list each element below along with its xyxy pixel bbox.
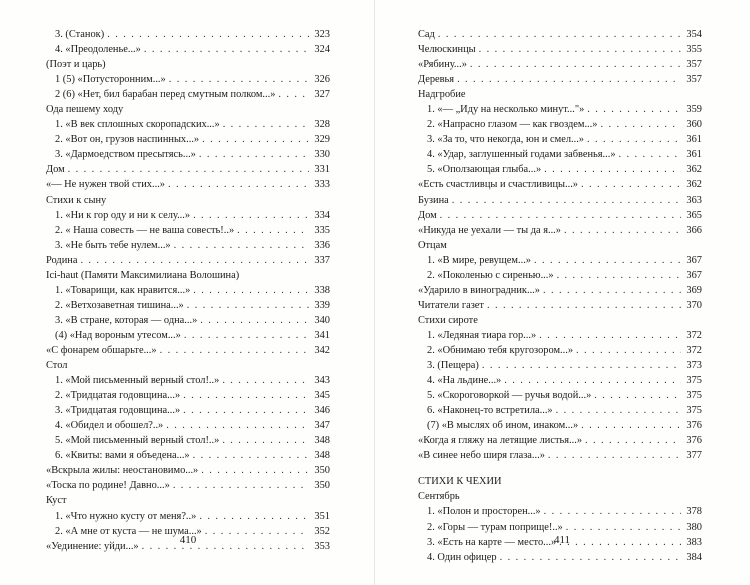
dot-leader	[594, 388, 681, 403]
toc-entry-page: 350	[314, 465, 330, 477]
toc-entry	[46, 177, 330, 192]
toc-entry-title: «Никуда не уехали — ты да я...»	[418, 224, 561, 236]
toc-entry-page: 361	[686, 134, 702, 146]
dot-leader	[193, 208, 309, 223]
toc-entry-page: 351	[314, 510, 330, 522]
toc-entry-page: 384	[686, 551, 702, 563]
toc-entry-page: 341	[314, 329, 330, 341]
toc-entry-title: 4. «Удар, заглушенный годами забвенья...»	[427, 149, 616, 161]
toc-entry-title: 2. «Тридцатая годовщина...»	[55, 390, 181, 402]
toc-entry-page: 324	[314, 44, 330, 56]
toc-entry-title: 3. «Дармоедством пресытясь...»	[55, 149, 196, 161]
toc-entry-page: 327	[314, 89, 330, 101]
dot-leader	[193, 448, 309, 463]
toc-entry-page: 352	[314, 525, 330, 537]
toc-entry-title: Ici-haut (Памяти Максимилиана Волошина)	[46, 269, 240, 281]
toc-entry-page: 334	[314, 209, 330, 221]
toc-entry-page: 348	[314, 435, 330, 447]
toc-section-heading	[418, 238, 702, 253]
toc-entry-page: 375	[686, 405, 702, 417]
dot-leader	[205, 524, 309, 539]
toc-entry-page: 370	[686, 299, 702, 311]
dot-leader	[438, 27, 681, 42]
dot-leader	[183, 388, 309, 403]
toc-entry	[418, 343, 702, 358]
dot-leader	[144, 42, 309, 57]
toc-entry	[46, 328, 330, 343]
toc-entry	[418, 208, 702, 223]
toc-entry-page: 330	[314, 149, 330, 161]
toc-entry	[46, 373, 330, 388]
toc-entry-title: Сад	[418, 29, 435, 40]
dot-leader	[457, 72, 681, 87]
toc-entry	[46, 313, 330, 328]
toc-entry-title: 3. «Тридцатая годовщина...»	[55, 405, 181, 417]
dot-leader	[544, 162, 681, 177]
toc-entry-title: 2 (6) «Нет, бил барабан перед смутным полком...»	[55, 89, 276, 101]
toc-entry-title: 4. «Преодоленье...»	[55, 44, 141, 56]
toc-entry-title: Отцам	[418, 239, 447, 251]
toc-entry-page: 331	[314, 164, 330, 176]
toc-entry-title: 5. «Оползающая глыба...»	[427, 164, 542, 176]
toc-entry	[46, 42, 330, 57]
toc-entry-page: 367	[686, 254, 702, 266]
toc-list	[46, 27, 330, 554]
toc-entry-title: Сентябрь	[418, 491, 460, 503]
toc-entry-title: «Ударило в виноградник...»	[418, 284, 540, 296]
dot-leader	[183, 403, 309, 418]
toc-entry	[418, 72, 702, 87]
toc-entry-page: 377	[686, 450, 702, 462]
dot-leader	[223, 117, 309, 132]
toc-entry-page: 337	[314, 254, 330, 266]
dot-leader	[160, 343, 309, 358]
toc-entry-title: «Есть счастливцы и счастливицы...»	[418, 179, 578, 191]
toc-entry	[418, 147, 702, 162]
toc-entry-page: 369	[686, 284, 702, 296]
toc-entry-page: 335	[314, 224, 330, 236]
toc-entry-page: 362	[686, 179, 702, 191]
toc-entry-title: 1. «В век сплошных скоропадских...»	[55, 119, 220, 131]
dot-leader	[202, 132, 309, 147]
dot-leader	[169, 72, 309, 87]
dot-leader	[222, 373, 309, 388]
toc-entry-title: Дом	[418, 209, 437, 221]
dot-leader	[556, 403, 681, 418]
toc-entry-page: 366	[686, 224, 702, 236]
toc-entry-page: 345	[314, 390, 330, 402]
toc-entry	[418, 504, 702, 519]
toc-entry-title: 4. «Обидел и обошел?..»	[55, 420, 164, 432]
toc-entry-page: 336	[314, 239, 330, 251]
toc-entry	[46, 509, 330, 524]
dot-leader	[80, 253, 309, 268]
dot-leader	[482, 358, 681, 373]
toc-entry	[418, 268, 702, 283]
dot-leader	[237, 223, 309, 238]
toc-entry-title: 6. «Квиты: вами я объедена...»	[55, 450, 190, 462]
toc-entry	[418, 253, 702, 268]
toc-entry-page: 338	[314, 284, 330, 296]
toc-entry-title: 3. «Не быть тебе нулем...»	[55, 239, 171, 251]
toc-entry-title: 1. «— „Иду на несколько минут..."»	[427, 104, 585, 116]
toc-entry	[46, 72, 330, 87]
toc-entry	[418, 520, 702, 535]
toc-entry-title: 6. «Наконец-то встретила...»	[427, 405, 553, 417]
toc-entry	[46, 403, 330, 418]
dot-leader	[199, 509, 309, 524]
toc-section-heading	[46, 57, 330, 72]
toc-entry-title: 1. «Мой письменный верный стол!..»	[55, 375, 220, 387]
toc-entry-title: 3. (Пещера)	[427, 360, 479, 372]
toc-entry-title: «Рябину...»	[418, 59, 467, 71]
toc-entry-title: 1. «Что нужно кусту от меня?..»	[55, 510, 197, 522]
dot-leader	[184, 328, 309, 343]
dot-leader	[600, 117, 681, 132]
dot-leader	[504, 373, 681, 388]
dot-leader	[576, 343, 681, 358]
toc-entry-title: Деревья	[418, 74, 455, 86]
toc-entry	[418, 388, 702, 403]
dot-leader	[452, 193, 681, 208]
toc-entry-title: 3. «Есть на карте — место...»	[427, 536, 557, 548]
toc-entry	[418, 418, 702, 433]
toc-section-heading	[46, 358, 330, 373]
dot-leader	[500, 550, 681, 565]
dot-leader	[278, 87, 309, 102]
toc-entry-title: 2. « Наша совесть — не ваша совесть!..»	[55, 224, 235, 236]
toc-entry-page: 365	[686, 209, 702, 221]
toc-section-heading	[46, 102, 330, 117]
toc-entry-page: 328	[314, 119, 330, 131]
dot-leader	[479, 42, 681, 57]
toc-entry-title: «Когда я гляжу на летящие листья...»	[418, 435, 583, 447]
toc-entry	[46, 433, 330, 448]
dot-leader	[534, 253, 681, 268]
toc-entry-title: Стол	[46, 360, 68, 372]
toc-entry-title: 1. «Ни к гор оду и ни к селу...»	[55, 209, 191, 221]
toc-entry-title: Стихи сироте	[418, 314, 478, 326]
dot-leader	[222, 433, 309, 448]
toc-entry	[46, 117, 330, 132]
toc-section-heading	[418, 474, 702, 489]
toc-entry-page: 373	[686, 360, 702, 372]
toc-entry	[418, 117, 702, 132]
toc-entry-title: 3. (Станок)	[55, 29, 105, 40]
right-page	[375, 0, 750, 585]
toc-entry-title: Дом	[46, 164, 65, 176]
toc-entry-title: 3. «В стране, которая — одна...»	[55, 314, 198, 326]
toc-entry-title: 4. «На льдине...»	[427, 375, 502, 387]
toc-entry	[418, 448, 702, 463]
toc-entry-page: 363	[686, 194, 702, 206]
dot-leader	[581, 418, 681, 433]
dot-leader	[107, 27, 309, 42]
toc-entry-page: 378	[686, 506, 702, 518]
dot-leader	[619, 147, 681, 162]
dot-leader	[193, 283, 309, 298]
toc-entry	[46, 298, 330, 313]
toc-entry	[46, 343, 330, 358]
toc-entry-title: 2. «Поколенью с сиренью...»	[427, 269, 554, 281]
toc-entry	[418, 42, 702, 57]
toc-section-heading	[418, 313, 702, 328]
toc-entry-title: Читатели газет	[418, 299, 484, 311]
toc-entry-page: 360	[686, 119, 702, 131]
toc-entry-page: 326	[314, 74, 330, 86]
toc-entry-page: 367	[686, 269, 702, 281]
toc-entry	[46, 463, 330, 478]
dot-leader	[548, 448, 681, 463]
dot-leader	[557, 268, 681, 283]
toc-entry	[46, 418, 330, 433]
toc-entry	[418, 162, 702, 177]
toc-entry-title: СТИХИ К ЧЕХИИ	[418, 476, 502, 488]
dot-leader	[440, 208, 681, 223]
dot-leader	[470, 57, 681, 72]
toc-entry	[46, 448, 330, 463]
toc-entry	[418, 298, 702, 313]
toc-entry-page: 362	[686, 164, 702, 176]
toc-entry-title: 2. «Обнимаю тебя кругозором...»	[427, 344, 574, 356]
toc-entry-title: Родина	[46, 254, 78, 266]
toc-entry	[46, 388, 330, 403]
toc-entry-title: «Уединение: уйди...»	[46, 540, 139, 552]
toc-entry-title: 1 (5) «Потусторонним...»	[55, 74, 166, 86]
toc-entry-title: Надгробие	[418, 89, 466, 101]
toc-entry-page: 343	[314, 375, 330, 387]
dot-leader	[173, 478, 309, 493]
toc-entry	[418, 27, 702, 42]
toc-entry	[418, 373, 702, 388]
toc-entry-title: 3. «За то, что некогда, юн и смел...»	[427, 134, 584, 146]
toc-entry-title: 2. «Ветхозаветная тишина...»	[55, 299, 184, 311]
toc-entry-page: 353	[314, 540, 330, 552]
toc-entry-page: 372	[686, 344, 702, 356]
toc-entry-title: 5. «Мой письменный верный стол!..»	[55, 435, 220, 447]
toc-entry-page: 350	[314, 480, 330, 492]
toc-entry	[46, 223, 330, 238]
toc-entry-page: 372	[686, 329, 702, 341]
page-number: 411	[553, 534, 571, 546]
toc-entry	[418, 283, 702, 298]
toc-entry-title: 2. «А мне от куста — не шума...»	[55, 525, 202, 537]
toc-entry	[46, 162, 330, 177]
dot-leader	[201, 463, 309, 478]
dot-leader	[487, 298, 681, 313]
toc-entry-title: Бузина	[418, 194, 449, 206]
toc-entry-title: Куст	[46, 495, 67, 507]
dot-leader	[566, 520, 681, 535]
toc-entry-page: 333	[314, 179, 330, 191]
toc-entry-title: «Тоска по родине! Давно...»	[46, 480, 170, 492]
toc-entry	[418, 358, 702, 373]
toc-entry	[418, 132, 702, 147]
toc-entry	[418, 223, 702, 238]
toc-entry-page: 380	[686, 521, 702, 533]
toc-entry-page: 383	[686, 536, 702, 548]
dot-leader	[200, 313, 309, 328]
toc-entry	[46, 132, 330, 147]
toc-entry-title: «В синее небо ширя глаза...»	[418, 450, 545, 462]
toc-section-heading	[46, 268, 330, 283]
toc-entry-title: 1. «Товарищи, как нравится...»	[55, 284, 191, 296]
toc-entry-page: 339	[314, 299, 330, 311]
toc-entry-page: 376	[686, 435, 702, 447]
toc-section-heading	[46, 493, 330, 508]
toc-entry-title: Стихи к сыну	[46, 194, 107, 206]
toc-entry-page: 348	[314, 450, 330, 462]
toc-entry-title: 2. «Горы — турам поприще!..»	[427, 521, 563, 533]
toc-entry-title: 4. Один офицер	[427, 551, 497, 563]
toc-entry-title: 2. «Вот он, грузов наспинных...»	[55, 134, 200, 146]
dot-leader	[168, 177, 309, 192]
dot-leader	[68, 162, 309, 177]
toc-entry	[46, 478, 330, 493]
toc-section-heading	[46, 193, 330, 208]
toc-entry-page: 354	[686, 29, 702, 40]
toc-entry-title: «— Не нужен твой стих...»	[46, 179, 165, 191]
toc-entry-page: 342	[314, 344, 330, 356]
toc-entry	[418, 550, 702, 565]
toc-entry	[418, 102, 702, 117]
toc-entry-title: (Поэт и царь)	[46, 59, 106, 71]
toc-entry-title: (4) «Над вороным утесом...»	[55, 329, 181, 341]
toc-entry	[418, 403, 702, 418]
toc-entry-page: 359	[686, 104, 702, 116]
toc-entry-title: 2. «Напрасно глазом — как гвоздем...»	[427, 119, 598, 131]
toc-section-heading	[418, 87, 702, 102]
toc-entry-title: 5. «Скороговоркой — ручья водой...»	[427, 390, 592, 402]
toc-entry-page: 329	[314, 134, 330, 146]
dot-leader	[587, 102, 681, 117]
toc-entry	[46, 208, 330, 223]
dot-leader	[539, 328, 681, 343]
dot-leader	[174, 238, 309, 253]
page-number: 410	[179, 534, 197, 546]
toc-entry	[46, 147, 330, 162]
toc-entry-title: Ода пешему ходу	[46, 104, 124, 116]
toc-entry	[418, 433, 702, 448]
toc-entry-title: 1. «В мире, ревущем...»	[427, 254, 531, 266]
dot-leader	[187, 298, 309, 313]
toc-entry-page: 355	[686, 44, 702, 56]
toc-entry	[418, 328, 702, 343]
toc-entry-page: 375	[686, 375, 702, 387]
dot-leader	[199, 147, 309, 162]
toc-entry-title: 1. «Ледяная тиара гор...»	[427, 329, 537, 341]
toc-entry-title: (7) «В мыслях об ином, инаком...»	[427, 420, 579, 432]
dot-leader	[543, 283, 681, 298]
toc-entry-page: 376	[686, 420, 702, 432]
toc-entry-title: Челюскинцы	[418, 44, 476, 56]
toc-entry	[46, 238, 330, 253]
toc-entry-page: 347	[314, 420, 330, 432]
toc-entry-page: 357	[686, 59, 702, 71]
dot-leader	[166, 418, 309, 433]
dot-leader	[587, 132, 681, 147]
toc-entry	[46, 87, 330, 102]
toc-entry	[46, 283, 330, 298]
dot-leader	[581, 177, 681, 192]
dot-leader	[564, 223, 681, 238]
toc-entry-page: 323	[314, 29, 330, 40]
toc-entry-title: «Вскрыла жилы: неостановимо...»	[46, 465, 199, 477]
toc-entry-page: 346	[314, 405, 330, 417]
toc-entry	[418, 57, 702, 72]
toc-entry-page: 361	[686, 149, 702, 161]
toc-entry-page: 340	[314, 314, 330, 326]
toc-entry	[418, 193, 702, 208]
toc-entry	[418, 177, 702, 192]
toc-entry-page: 357	[686, 74, 702, 86]
toc-entry-page: 375	[686, 390, 702, 402]
dot-leader	[544, 504, 681, 519]
toc-entry-title: 1. «Полон и просторен...»	[427, 506, 541, 518]
toc-list	[418, 27, 702, 565]
toc-entry-title: «С фонарем обшарьте...»	[46, 344, 157, 356]
toc-section-heading	[418, 489, 702, 504]
toc-entry	[46, 253, 330, 268]
dot-leader	[585, 433, 681, 448]
toc-entry	[46, 27, 330, 42]
